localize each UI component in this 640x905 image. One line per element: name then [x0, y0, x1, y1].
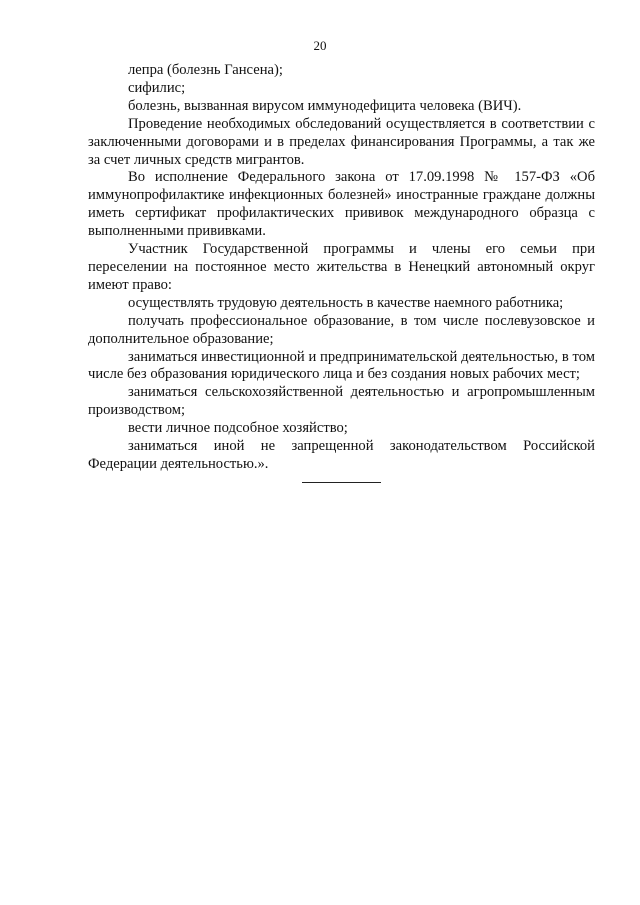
paragraph-immunization: Во исполнение Федерального закона от 17.09.1998 № 157-ФЗ «Об иммунопрофилактике инфекционных болезней» иностранные граждане должны иметь сертификат профилактических прививок международного образца с выполненными прививками. — [88, 169, 595, 240]
right-item-other-activity: заниматься иной не запрещенной законодательством Российской Федерации деятельностью.». — [88, 438, 595, 472]
right-item-investment: заниматься инвестиционной и предпринимательской деятельностью, в том числе без образования юридического лица и без создания новых рабочих мест; — [88, 348, 595, 383]
list-item-syphilis: сифилис; — [128, 79, 186, 96]
list-item-leprosy: лепра (болезнь Гансена); — [128, 62, 283, 78]
right-item-employment: осуществлять трудовую деятельность в качестве наемного работника; — [128, 294, 564, 311]
paragraph-participant-rights: Участник Государственной программы и члены его семьи при переселении на постоянное место жительства в Ненецкий автономный округ имеют право: — [88, 241, 595, 293]
end-separator-line — [302, 482, 381, 483]
paragraph-examinations: Проведение необходимых обследований осуществляется в соответствии с заключенными договорами и в пределах финансирования Программы, а так же за счет личных средств мигрантов. — [88, 115, 595, 168]
right-item-household: вести личное подсобное хозяйство; — [128, 420, 348, 437]
document-body — [88, 62, 595, 474]
right-item-education: получать профессиональное образование, в том числе послевузовское и дополнительное образование; — [88, 312, 595, 347]
list-item-hiv: болезнь, вызванная вирусом иммунодефицита человека (ВИЧ). — [128, 97, 522, 114]
right-item-agriculture: заниматься сельскохозяйственной деятельностью и агропромышленным производством; — [88, 384, 595, 419]
page-number: 20 — [313, 38, 327, 53]
